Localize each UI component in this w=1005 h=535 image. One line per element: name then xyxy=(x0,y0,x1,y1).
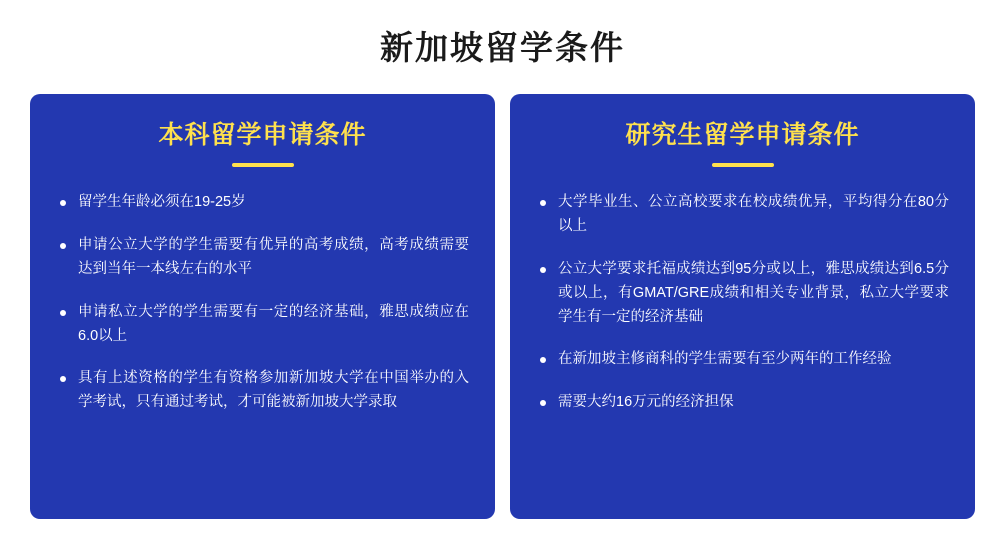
card-graduate xyxy=(510,94,975,519)
list-item: 公立大学要求托福成绩达到95分或以上，雅思成绩达到6.5分或以上，有GMAT/GRE成绩和相关专业背景，私立大学要求学生有一定的经济基础 xyxy=(536,258,949,330)
title-underline-divider xyxy=(712,163,774,167)
list-item: 在新加坡主修商科的学生需要有至少两年的工作经验 xyxy=(536,348,949,372)
list-item: 申请私立大学的学生需要有一定的经济基础，雅思成绩应在6.0以上 xyxy=(56,301,469,349)
list-item: 具有上述资格的学生有资格参加新加坡大学在中国举办的入学考试，只有通过考试，才可能被新加坡大学录取 xyxy=(56,367,469,415)
card-title: 本科留学申请条件 xyxy=(158,120,367,149)
list-item: 需要大约16万元的经济担保 xyxy=(536,391,949,415)
list-item: 大学毕业生、公立高校要求在校成绩优异，平均得分在80分以上 xyxy=(536,191,949,239)
title-underline-divider xyxy=(232,163,294,167)
card-undergraduate xyxy=(30,94,495,519)
list-item: 留学生年龄必须在19-25岁 xyxy=(56,191,469,215)
requirements-list xyxy=(56,191,469,415)
card-title: 研究生留学申请条件 xyxy=(625,120,860,149)
cards-container xyxy=(0,94,1005,519)
requirements-list xyxy=(536,191,949,415)
list-item: 申请公立大学的学生需要有优异的高考成绩，高考成绩需要达到当年一本线左右的水平 xyxy=(56,234,469,282)
page-title: 新加坡留学条件 xyxy=(380,29,625,66)
